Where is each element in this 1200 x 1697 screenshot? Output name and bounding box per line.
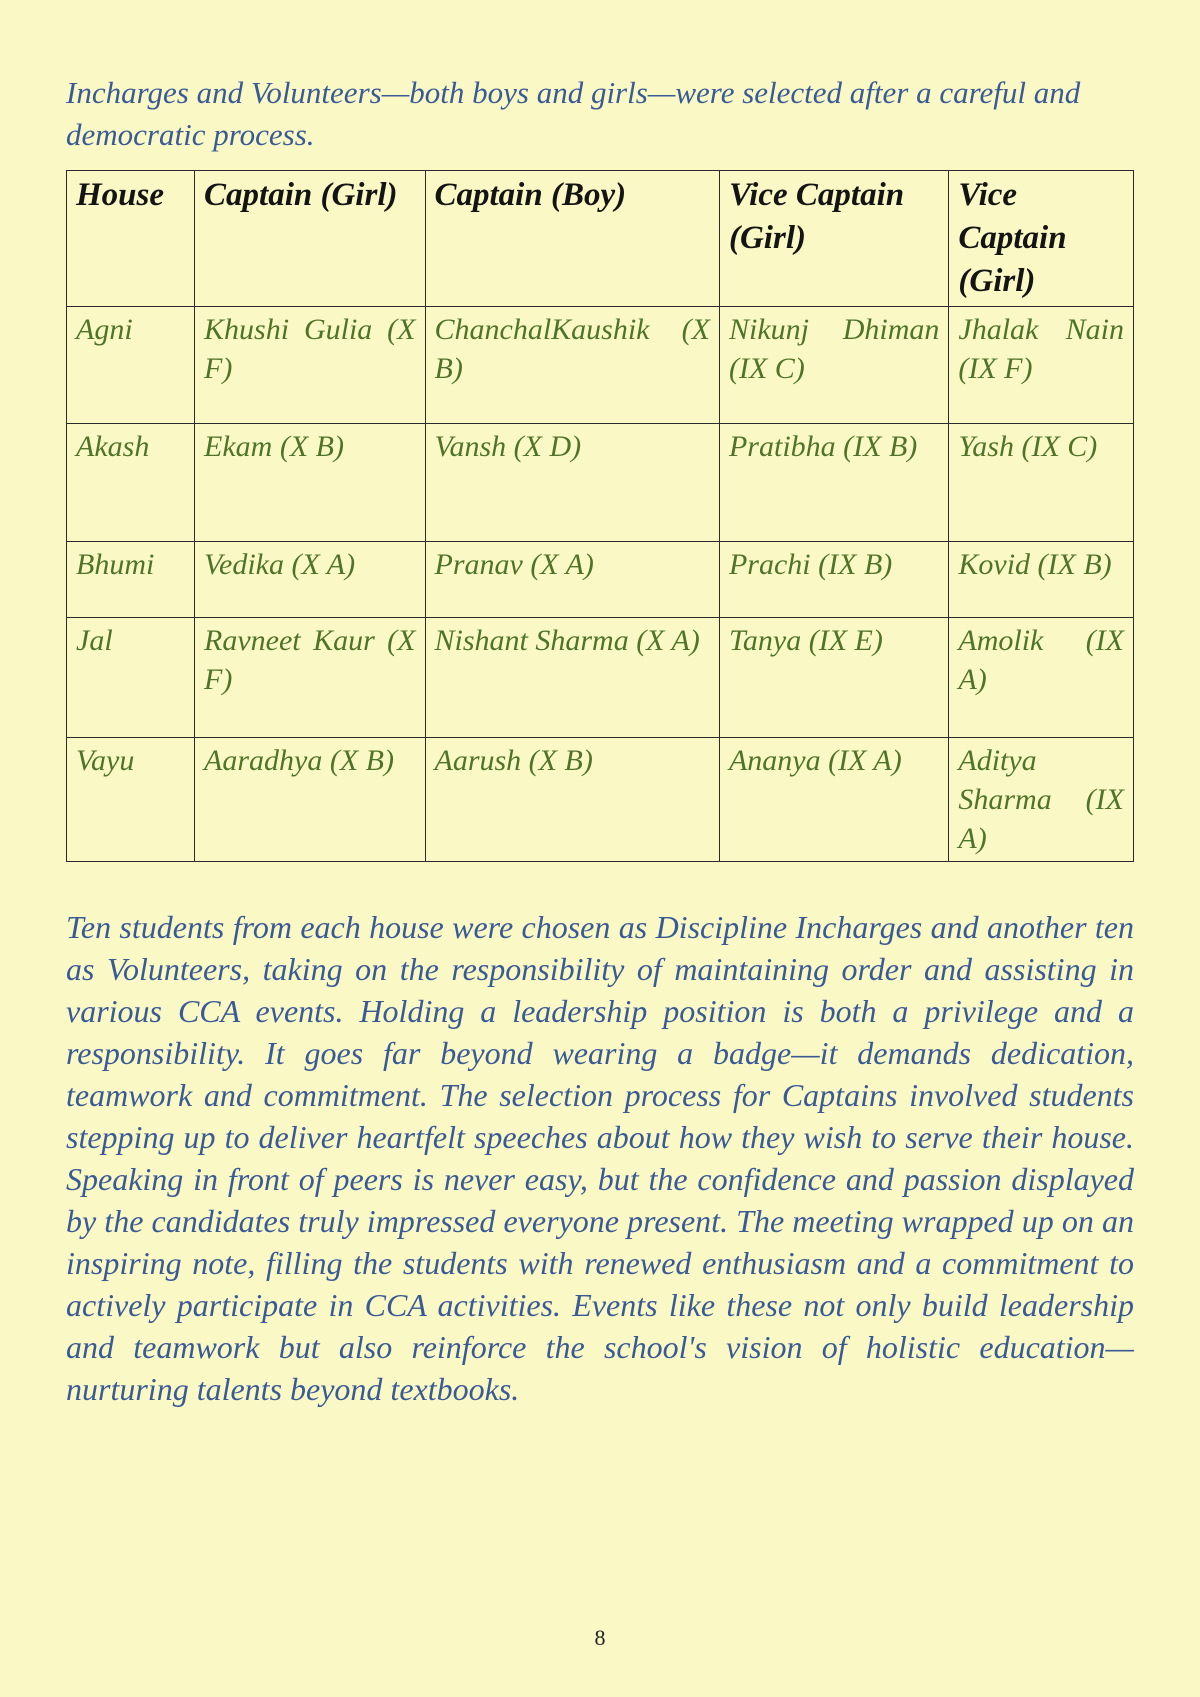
table-row-jal [67,618,1134,738]
table-row-vayu [67,738,1134,862]
cell-vice-captain-girl-1: Nikunj Dhiman (IX C) [719,307,948,424]
cell-captain-boy: Nishant Sharma (X A) [425,618,719,738]
cell-captain-girl: Ekam (X B) [195,424,425,542]
cell-vice-captain-girl-1: Prachi (IX B) [719,542,948,618]
cell-captain-girl: Khushi Gulia (X F) [195,307,425,424]
cell-captain-girl: Aaradhya (X B) [195,738,425,862]
table-row-agni [67,307,1134,424]
cell-captain-boy: Aarush (X B) [425,738,719,862]
cell-vice-captain-girl-2: Aditya Sharma (IX A) [949,738,1134,862]
cell-house: Agni [67,307,195,424]
cell-vice-captain-girl-2: Jhalak Nain (IX F) [949,307,1134,424]
cell-captain-boy: Vansh (X D) [425,424,719,542]
cell-vice-captain-girl-2: Amolik (IX A) [949,618,1134,738]
cell-house: Akash [67,424,195,542]
table-header-row [67,171,1134,307]
column-header-house: House [67,171,195,307]
table-row-bhumi [67,542,1134,618]
cell-vice-captain-girl-1: Pratibha (IX B) [719,424,948,542]
cell-house: Bhumi [67,542,195,618]
cell-vice-captain-girl-1: Tanya (IX E) [719,618,948,738]
column-header-vice-captain-girl-2: Vice Captain (Girl) [949,171,1134,307]
column-header-captain-boy: Captain (Boy) [425,171,719,307]
cell-captain-girl: Ravneet Kaur (X F) [195,618,425,738]
column-header-captain-girl: Captain (Girl) [195,171,425,307]
page-number: 8 [594,1625,606,1650]
cell-vice-captain-girl-2: Kovid (IX B) [949,542,1134,618]
cell-vice-captain-girl-1: Ananya (IX A) [719,738,948,862]
cell-vice-captain-girl-2: Yash (IX C) [949,424,1134,542]
cell-captain-boy: Pranav (X A) [425,542,719,618]
cell-captain-girl: Vedika (X A) [195,542,425,618]
cell-house: Jal [67,618,195,738]
column-header-vice-captain-girl-1: Vice Captain (Girl) [719,171,948,307]
intro-paragraph: Incharges and Volunteers—both boys and girls—were selected after a careful and democratic process. [66,75,1081,152]
table-row-akash [67,424,1134,542]
house-captains-table [66,170,1134,862]
cell-house: Vayu [67,738,195,862]
cell-captain-boy: ChanchalKaushik (X B) [425,307,719,424]
body-paragraph: Ten students from each house were chosen as Discipline Incharges and another ten as Volunteers, taking on the responsibility of maintaining order and assisting in various CCA events. Holding a leadership position is both a privilege and a responsibility. It goes far beyond wearing a badge—it demands dedication, teamwork and commitment. The selection process for Captains involved students stepping up to deliver heartfelt speeches about how they wish to serve their house. Speaking in front of peers is never easy, but the confidence and passion displayed by the candidates truly impressed everyone present. The meeting wrapped up on an inspiring note, filling the students with renewed enthusiasm and a commitment to actively participate in CCA activities. Events like these not only build leadership and teamwork but also reinforce the school's vision of holistic education—nurturing talents beyond textbooks. [66,909,1134,1407]
